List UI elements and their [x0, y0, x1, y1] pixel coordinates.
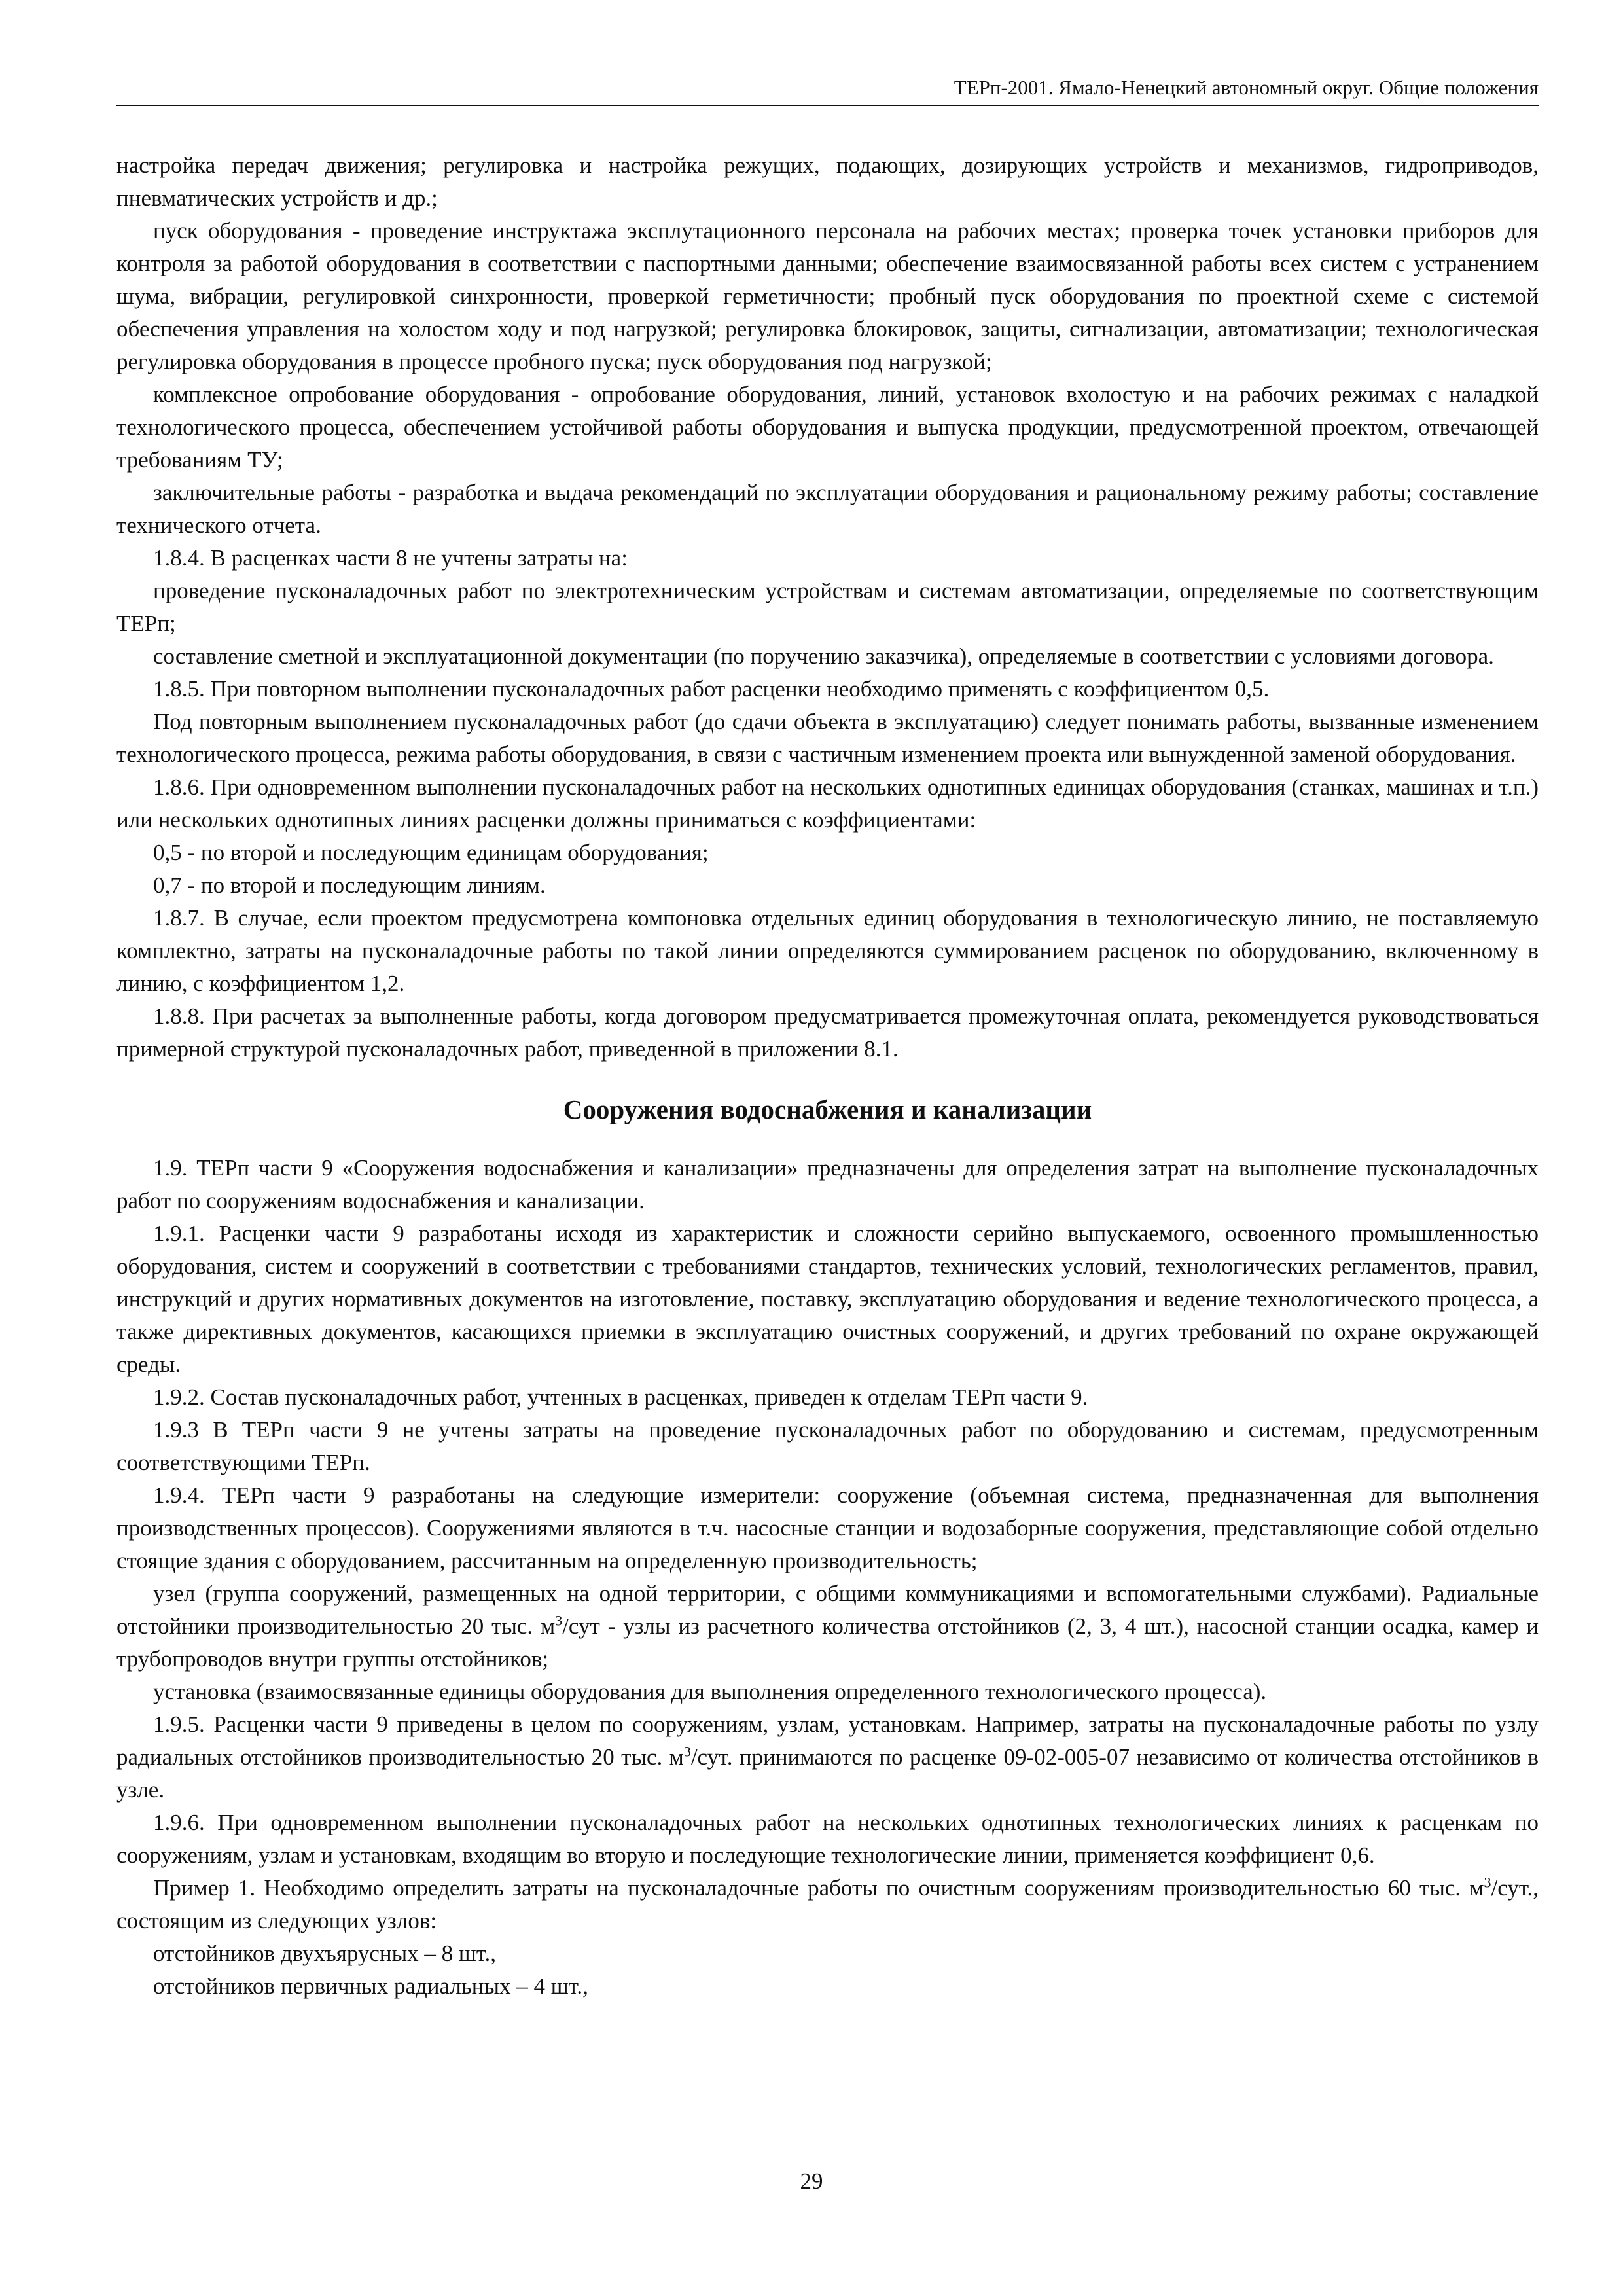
superscript: 3	[1484, 1874, 1491, 1891]
text-run: 1.9.5. Расценки части 9 приведены в целом по сооружениям, узлам, установкам. Например, затраты на пусконаладочные работы по узлу радиальных отстойников производительностью 20 тыс. м	[116, 1712, 1539, 1770]
paragraph: 1.9.6. При одновременном выполнении пусконаладочных работ на нескольких однотипных технологических линиях к расценкам по сооружениям, узлам и установкам, входящим во вторую и последующие технологические линии, применяется коэффициент 0,6.	[116, 1810, 1539, 1868]
paragraph: пуск оборудования - проведение инструктажа эксплутационного персонала на рабочих местах; проверка точек установки приборов для контроля за работой оборудования в соответствии с паспортными данными; обеспечение взаимосвязанной работы всех систем с устранением шума, вибрации, регулировкой синхронности, проверкой герметичности; пробный пуск оборудования по проектной схеме с системой обеспечения управления на холостом ходу и под нагрузкой; регулировка блокировок, защиты, сигнализации, автоматизации; технологическая регулировка оборудования в процессе пробного пуска; пуск оборудования под нагрузкой;	[116, 218, 1539, 374]
paragraph: 1.8.4. В расценках части 8 не учтены затраты на:	[153, 545, 628, 571]
paragraph	[116, 1577, 1539, 1676]
paragraph: 1.8.8. При расчетах за выполненные работы, когда договором предусматривается промежуточная оплата, рекомендуется руководствоваться примерной структурой пусконаладочных работ, приведенной в приложении 8.1.	[116, 1003, 1539, 1062]
document-body	[116, 149, 1539, 2003]
paragraph: 1.9. ТЕРп части 9 «Сооружения водоснабжения и канализации» предназначены для определения затрат на выполнение пусконаладочных работ по сооружениям водоснабжения и канализации.	[116, 1155, 1539, 1213]
paragraph: 1.9.3 В ТЕРп части 9 не учтены затраты на проведение пусконаладочных работ по оборудованию и системам, предусмотренным соответствующими ТЕРп.	[116, 1417, 1539, 1475]
paragraph	[116, 1872, 1539, 1937]
text-run: /сут. принимаются по расценке 09-02-005-07 независимо от количества отстойников в узле.	[116, 1744, 1539, 1803]
superscript: 3	[683, 1743, 691, 1760]
paragraph: настройка передач движения; регулировка и настройка режущих, подающих, дозирующих устройств и механизмов, гидроприводов, пневматических устройств и др.;	[116, 152, 1539, 211]
paragraph: составление сметной и эксплуатационной документации (по поручению заказчика), определяемые в соответствии с условиями договора.	[153, 643, 1494, 669]
paragraph: 1.8.6. При одновременном выполнении пусконаладочных работ на нескольких однотипных единицах оборудования (станках, машинах и т.п.) или нескольких однотипных линиях расценки должны приниматься с коэффициентами:	[116, 774, 1539, 833]
text-run: /сут., состоящим из следующих узлов:	[116, 1875, 1539, 1933]
paragraph: 0,5 - по второй и последующим единицам оборудования;	[153, 840, 709, 865]
paragraph: Под повторным выполнением пусконаладочных работ (до сдачи объекта в эксплуатацию) следует понимать работы, вызванные изменением технологического процесса, режима работы оборудования, в связи с частичным изменением проекта или вынужденной заменой оборудования.	[116, 709, 1539, 767]
paragraph: 0,7 - по второй и последующим линиям.	[153, 872, 546, 898]
header-divider	[116, 105, 1539, 106]
text-run: узел (группа сооружений, размещенных на одной территории, с общими коммуникациями и вспомогательными службами). Радиальные отстойники производительностью 20 тыс. м	[116, 1581, 1539, 1639]
paragraph: 1.9.2. Состав пусконаладочных работ, учтенных в расценках, приведен к отделам ТЕРп части 9.	[153, 1384, 1088, 1410]
paragraph: 1.8.5. При повторном выполнении пусконаладочных работ расценки необходимо применять с коэффициентом 0,5.	[153, 676, 1270, 702]
paragraph: проведение пусконаладочных работ по электротехническим устройствам и системам автоматизации, определяемые по соответствующим ТЕРп;	[116, 578, 1539, 636]
paragraph: установка (взаимосвязанные единицы оборудования для выполнения определенного технологического процесса).	[153, 1679, 1267, 1704]
paragraph: 1.8.7. В случае, если проектом предусмотрена компоновка отдельных единиц оборудования в технологическую линию, не поставляемую комплектно, затраты на пусконаладочные работы по такой линии определяются суммированием расценок по оборудованию, включенному в линию, с коэффициентом 1,2.	[116, 905, 1539, 996]
paragraph: 1.9.1. Расценки части 9 разработаны исходя из характеристик и сложности серийно выпускаемого, освоенного промышленностью оборудования, систем и сооружений в соответствии с требованиями стандартов, технических условий, технологических регламентов, правил, инструкций и других нормативных документов на изготовление, поставку, эксплуатацию оборудования и ведение технологического процесса, а также директивных документов, касающихся приемки в эксплуатацию очистных сооружений, и других требований по охране окружающей среды.	[116, 1221, 1539, 1377]
paragraph: комплексное опробование оборудования - опробование оборудования, линий, установок вхолостую и на рабочих режимах с наладкой технологического процесса, обеспечением устойчивой работы оборудования и выпуска продукции, предусмотренной проектом, отвечающей требованиям ТУ;	[116, 382, 1539, 473]
section-heading: Сооружения водоснабжения и канализации	[563, 1094, 1092, 1124]
running-header: ТЕРп-2001. Ямало-Ненецкий автономный округ. Общие положения	[954, 76, 1539, 99]
paragraph	[116, 1708, 1539, 1806]
text-run: /сут - узлы из расчетного количества отстойников (2, 3, 4 шт.), насосной станции осадка, камер и трубопроводов внутри группы отстойников;	[116, 1613, 1539, 1672]
text-run: Пример 1. Необходимо определить затраты на пусконаладочные работы по очистным сооружениям производительностью 60 тыс. м	[153, 1875, 1484, 1901]
page-number: 29	[800, 2168, 823, 2194]
superscript: 3	[555, 1612, 563, 1629]
paragraph: 1.9.4. ТЕРп части 9 разработаны на следующие измерители: сооружение (объемная система, предназначенная для выполнения производственных процессов). Сооружениями являются в т.ч. насосные станции и водозаборные сооружения, представляющие собой отдельно стоящие здания с оборудованием, рассчитанным на определенную производительность;	[116, 1482, 1539, 1573]
paragraph: заключительные работы - разработка и выдача рекомендаций по эксплуатации оборудования и рациональному режиму работы; составление технического отчета.	[116, 480, 1539, 538]
list-item: отстойников двухъярусных – 8 шт.,	[153, 1941, 497, 1966]
list-item: отстойников первичных радиальных – 4 шт.,	[153, 1973, 588, 1999]
